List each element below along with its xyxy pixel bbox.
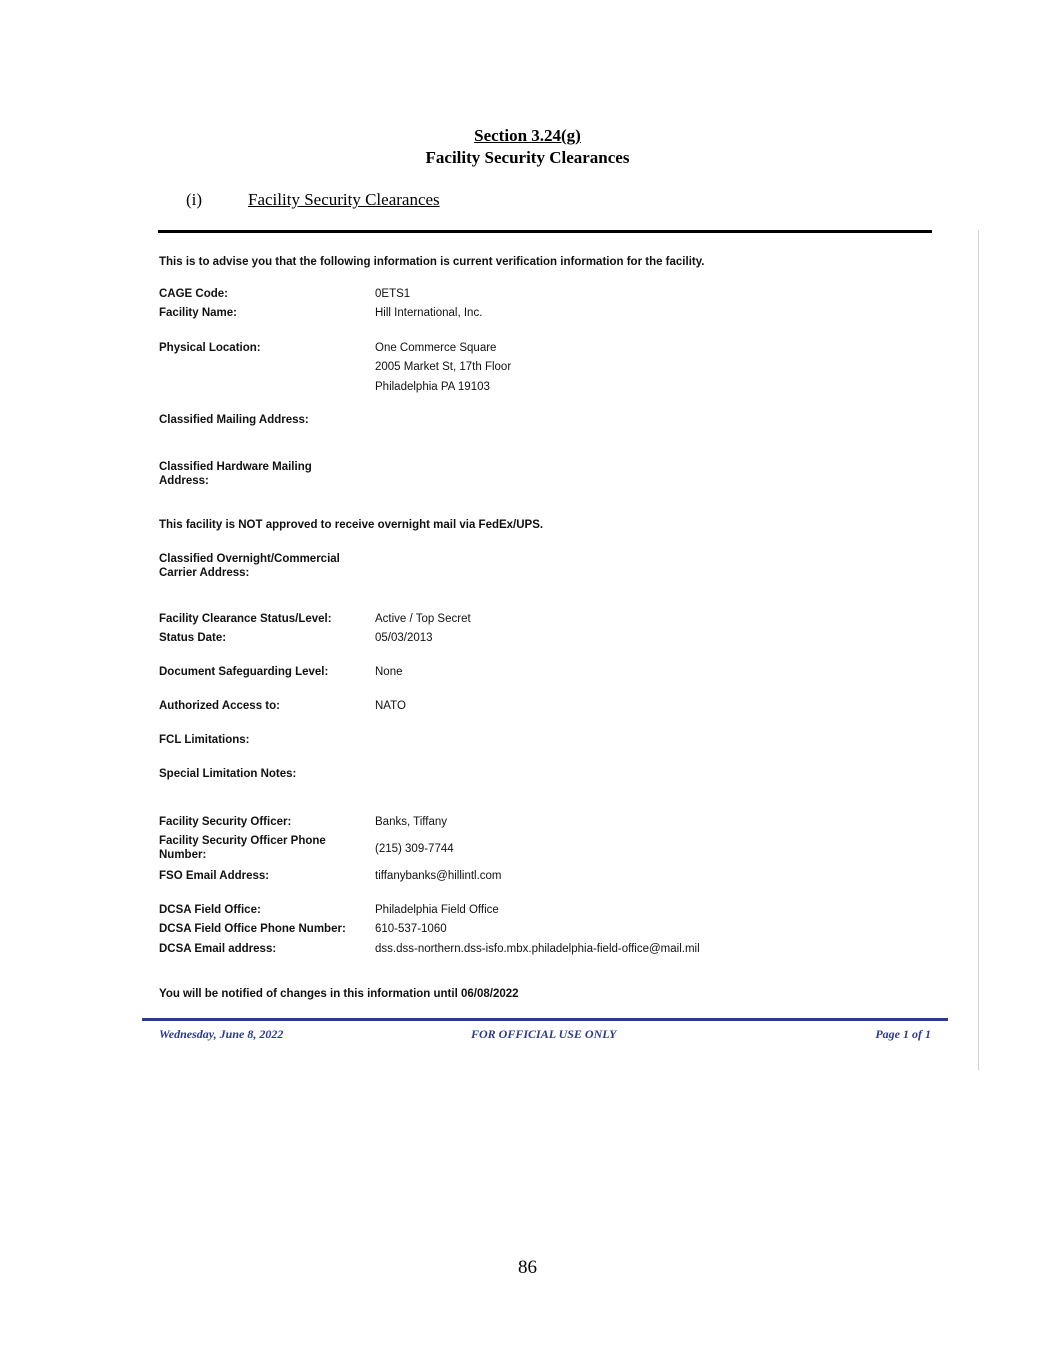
footer-classification: FOR OFFICIAL USE ONLY [471, 1027, 617, 1041]
status-date-value: 05/03/2013 [375, 632, 433, 644]
fso-value: Banks, Tiffany [375, 816, 448, 828]
fso-email-label: FSO Email Address: [159, 870, 270, 882]
cage-code-label: CAGE Code: [159, 288, 228, 300]
footer-page: Page 1 of 1 [875, 1027, 931, 1041]
fso-label: Facility Security Officer: [159, 816, 292, 828]
section-number: Section 3.24(g) [474, 126, 581, 145]
facility-name-label: Facility Name: [159, 307, 237, 319]
dcsa-office-label: DCSA Field Office: [159, 904, 261, 916]
overnight-notice: This facility is NOT approved to receive overnight mail via FedEx/UPS. [159, 519, 544, 531]
subsection-number: (i) [186, 190, 203, 209]
fso-phone-value: (215) 309-7744 [375, 843, 454, 855]
dcsa-office-value: Philadelphia Field Office [375, 904, 499, 916]
footer-rule [142, 1018, 948, 1021]
page-number: 86 [518, 1257, 537, 1278]
dcsa-email-label: DCSA Email address: [159, 943, 277, 955]
fso-email-value: tiffanybanks@hillintl.com [375, 870, 502, 882]
clearance-status-value: Active / Top Secret [375, 613, 471, 625]
dcsa-email-value: dss.dss-northern.dss-isfo.mbx.philadelphia-field-office@mail.mil [375, 943, 700, 955]
form-top-rule [158, 230, 932, 233]
classified-hardware-label: Classified Hardware Mailing Address: [159, 461, 312, 487]
notify-text: You will be notified of changes in this information until 06/08/2022 [159, 988, 519, 1000]
dcsa-phone-label: DCSA Field Office Phone Number: [159, 923, 346, 935]
classified-mailing-label: Classified Mailing Address: [159, 414, 309, 426]
footer-date: Wednesday, June 8, 2022 [159, 1027, 284, 1041]
clearance-status-label: Facility Clearance Status/Level: [159, 613, 332, 625]
authorized-access-label: Authorized Access to: [159, 700, 280, 712]
form-right-border [978, 230, 979, 1070]
status-date-label: Status Date: [159, 632, 227, 644]
physical-location-line-1: One Commerce Square [375, 342, 497, 354]
physical-location-line-2: 2005 Market St, 17th Floor [375, 361, 512, 373]
dcsa-phone-value: 610-537-1060 [375, 923, 447, 935]
special-limitation-label: Special Limitation Notes: [159, 768, 297, 780]
facility-name-value: Hill International, Inc. [375, 307, 483, 319]
subsection-title: Facility Security Clearances [248, 190, 440, 209]
section-title: Facility Security Clearances [425, 148, 630, 167]
physical-location-label: Physical Location: [159, 342, 261, 354]
cage-code-value: 0ETS1 [375, 288, 411, 300]
safeguarding-value: None [375, 666, 403, 678]
overnight-address-label: Classified Overnight/Commercial Carrier Address: [159, 553, 340, 579]
safeguarding-label: Document Safeguarding Level: [159, 666, 329, 678]
physical-location-line-3: Philadelphia PA 19103 [375, 381, 490, 393]
fcl-limitations-label: FCL Limitations: [159, 734, 250, 746]
intro-text: This is to advise you that the following information is current verification information for the facility. [159, 256, 705, 268]
authorized-access-value: NATO [375, 700, 406, 712]
fso-phone-label: Facility Security Officer Phone Number: [159, 835, 326, 861]
